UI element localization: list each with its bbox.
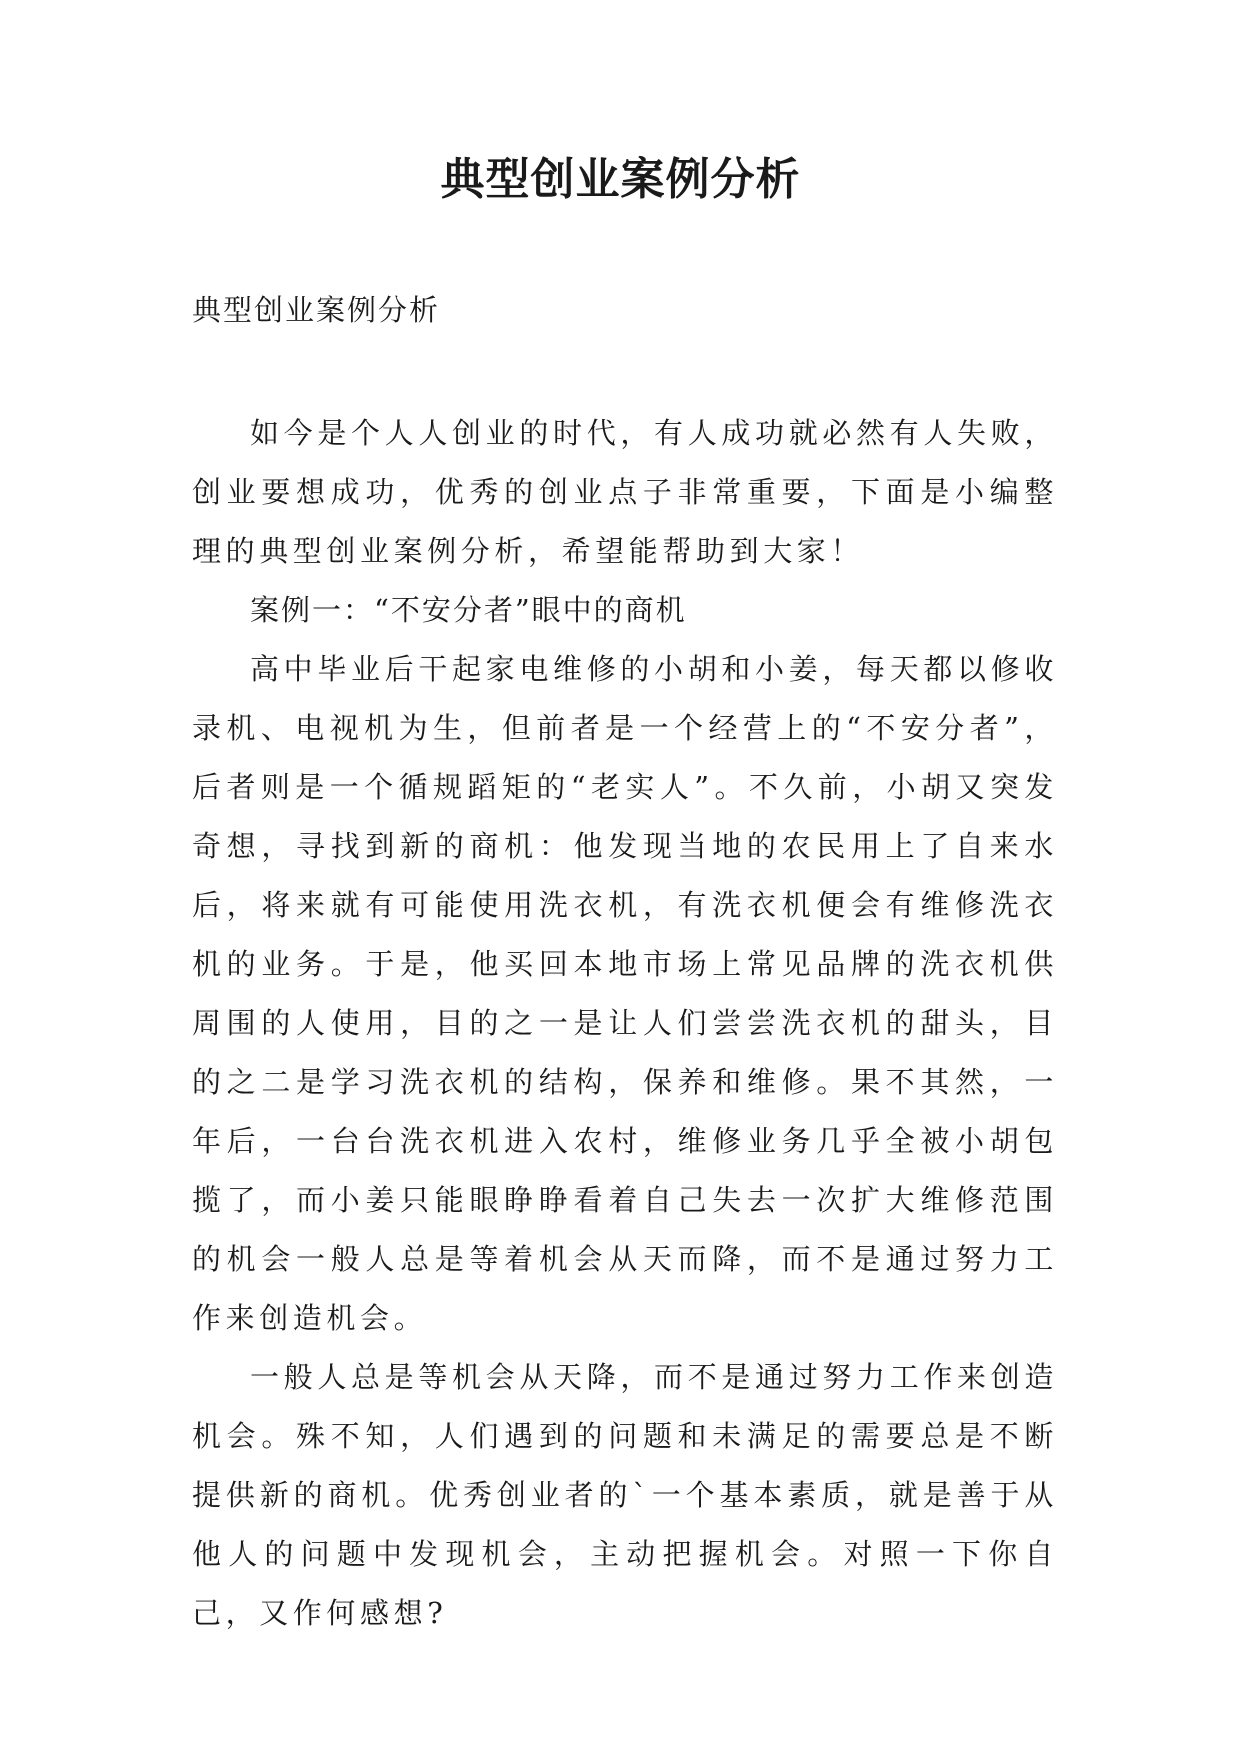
reflection-paragraph: 一般人总是等机会从天降，而不是通过努力工作来创造机会。殊不知，人们遇到的问题和未满足的需要总是不断提供新的商机。优秀创业者的`一个基本素质，就是善于从他人的问题中发现机会，主动把握机会。对照一下你自己，又作何感想? (192, 1360, 1058, 1630)
document-title: 典型创业案例分析 (440, 154, 801, 205)
case-heading: 案例一：“不安分者”眼中的商机 (250, 593, 687, 627)
case-story-paragraph: 高中毕业后干起家电维修的小胡和小姜，每天都以修收录机、电视机为生，但前者是一个经营上的“不安分者”，后者则是一个循规蹈矩的“老实人”。不久前，小胡又突发奇想，寻找到新的商机：他发现当地的农民用上了自来水后，将来就有可能使用洗衣机，有洗衣机便会有维修洗衣机的业务。于是，他买回本地市场上常见品牌的洗衣机供周围的人使用，目的之一是让人们尝尝洗衣机的甜头，目的之二是学习洗衣机的结构，保养和维修。果不其然，一年后，一台台洗衣机进入农村，维修业务几乎全被小胡包揽了，而小姜只能眼睁睁看着自己失去一次扩大维修范围的机会一般人总是等着机会从天而降，而不是通过努力工作来创造机会。 (192, 652, 1058, 1335)
intro-paragraph: 如今是个人人创业的时代，有人成功就必然有人失败，创业要想成功，优秀的创业点子非常重要，下面是小编整理的典型创业案例分析，希望能帮助到大家！ (192, 416, 1058, 568)
document-subtitle: 典型创业案例分析 (192, 293, 441, 327)
document-body (192, 404, 1058, 1643)
